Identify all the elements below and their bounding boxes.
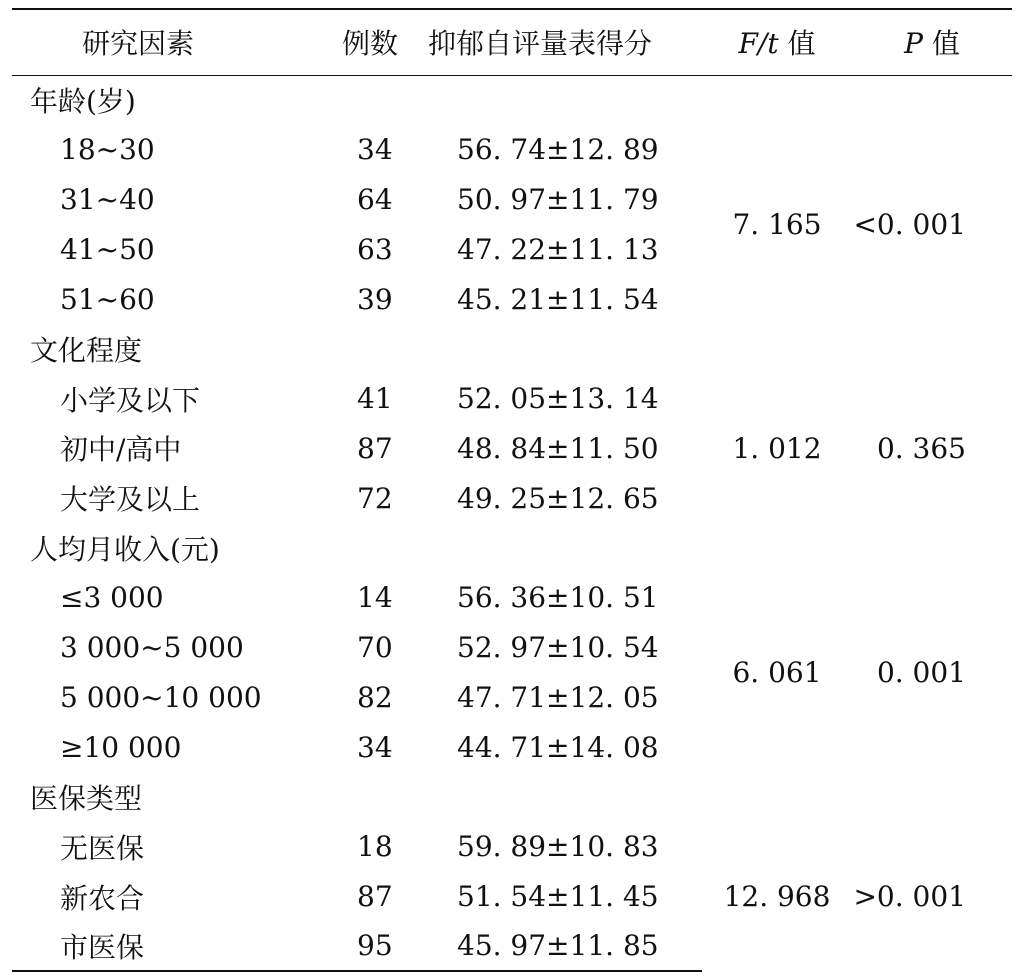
count-cell: 72 <box>357 481 393 515</box>
group-label-age: 年龄(岁) <box>30 85 136 119</box>
score-cell: 49. 25±12. 65 <box>457 481 659 515</box>
factor-cell: 无医保 <box>60 831 145 865</box>
p-value-cell: 0. 001 <box>876 656 966 690</box>
header-f-symbol: F/t <box>738 27 779 61</box>
factor-cell: 5 000~10 000 <box>60 680 262 714</box>
count-cell: 39 <box>357 282 393 316</box>
table-row <box>12 822 1012 872</box>
score-cell: 59. 89±10. 83 <box>457 830 659 864</box>
group-label-insurance: 医保类型 <box>30 782 143 816</box>
count-cell: 34 <box>357 133 393 167</box>
score-cell: 56. 36±10. 51 <box>457 581 659 615</box>
count-cell: 41 <box>357 382 393 416</box>
p-value-cell: <0. 001 <box>853 207 966 241</box>
f-value-cell: 1. 012 <box>732 431 822 465</box>
count-cell: 87 <box>357 880 393 914</box>
count-cell: 70 <box>357 631 393 665</box>
header-count: 例数 <box>322 9 422 75</box>
factor-cell: 41~50 <box>60 232 155 266</box>
score-cell: 47. 71±12. 05 <box>457 680 659 714</box>
table-row <box>12 573 1012 623</box>
group-row <box>12 75 1012 125</box>
score-cell: 48. 84±11. 50 <box>457 431 659 465</box>
score-cell: 45. 97±11. 85 <box>422 922 702 972</box>
table-body <box>12 75 1012 971</box>
factor-cell: 初中/高中 <box>60 433 182 467</box>
factor-cell: 大学及以上 <box>60 483 201 517</box>
factor-cell: 市医保 <box>12 922 322 972</box>
group-row <box>12 324 1012 374</box>
count-cell: 87 <box>357 431 393 465</box>
score-cell: 47. 22±11. 13 <box>457 232 659 266</box>
factor-cell: 51~60 <box>60 282 155 316</box>
count-cell: 82 <box>357 680 393 714</box>
group-row <box>12 523 1012 573</box>
score-cell: 44. 71±14. 08 <box>457 730 659 764</box>
factor-cell: 31~40 <box>60 182 155 216</box>
count-cell: 64 <box>357 182 393 216</box>
factor-cell: 小学及以下 <box>60 383 201 417</box>
factor-cell: 3 000~5 000 <box>60 631 244 665</box>
header-f-value <box>702 9 852 75</box>
count-cell: 18 <box>357 830 393 864</box>
score-cell: 52. 97±10. 54 <box>457 631 659 665</box>
count-cell: 14 <box>357 581 393 615</box>
score-cell: 50. 97±11. 79 <box>457 182 659 216</box>
table-row <box>12 125 1012 175</box>
p-value-cell: >0. 001 <box>853 880 966 914</box>
group-label-education: 文化程度 <box>30 333 143 367</box>
header-p-symbol: P <box>904 27 923 61</box>
factor-cell: 18~30 <box>60 133 155 167</box>
header-p-value <box>852 9 1012 75</box>
factor-cell: ≤3 000 <box>60 581 164 615</box>
p-value-cell: 0. 365 <box>876 431 966 465</box>
f-value-cell: 12. 968 <box>723 880 831 914</box>
header-f-suffix: 值 <box>778 27 816 61</box>
group-row <box>12 772 1012 822</box>
score-cell: 45. 21±11. 54 <box>457 282 659 316</box>
header-row <box>12 9 1012 75</box>
header-score: 抑郁自评量表得分 <box>422 9 702 75</box>
table-row <box>12 374 1012 424</box>
f-value-cell: 6. 061 <box>732 656 822 690</box>
count-cell: 34 <box>357 730 393 764</box>
header-p-suffix: 值 <box>922 27 960 61</box>
count-cell: 63 <box>357 232 393 266</box>
score-cell: 51. 54±11. 45 <box>457 880 659 914</box>
count-cell: 95 <box>322 922 422 972</box>
statistics-table <box>12 8 1012 972</box>
factor-cell: ≥10 000 <box>60 730 182 764</box>
score-cell: 52. 05±13. 14 <box>457 382 659 416</box>
factor-cell: 新农合 <box>60 881 145 915</box>
table-header <box>12 9 1012 75</box>
f-value-cell: 7. 165 <box>732 207 822 241</box>
header-factor: 研究因素 <box>12 9 322 75</box>
score-cell: 56. 74±12. 89 <box>457 133 659 167</box>
group-label-income: 人均月收入(元) <box>30 533 220 567</box>
